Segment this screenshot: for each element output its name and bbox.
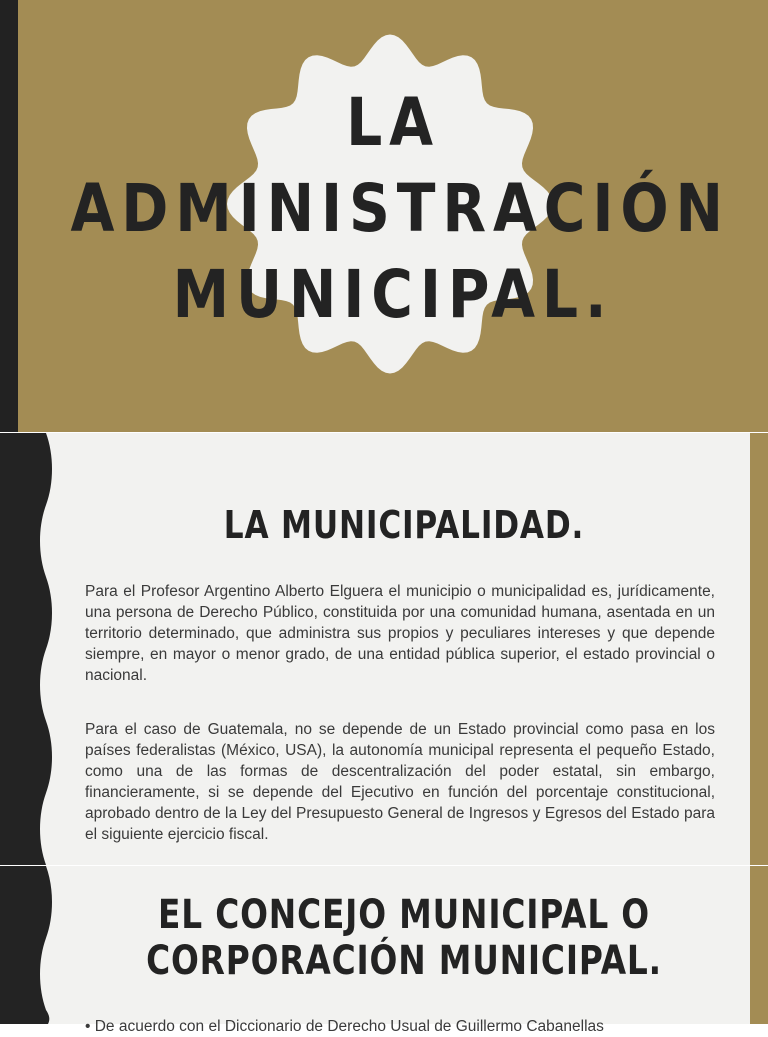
presentation-title (70, 80, 730, 338)
right-gold-bar (750, 866, 768, 1024)
title-line-1: LA (346, 84, 440, 161)
concejo-slide (0, 866, 768, 1035)
title-slide (0, 0, 768, 432)
slide-heading: LA MUNICIPALIDAD. (223, 503, 585, 547)
title-line-2: ADMINISTRACIÓN (70, 170, 730, 247)
paragraph-1: Para el Profesor Argentino Alberto Elguera el municipio o municipalidad es, jurídicamente, una persona de Derecho Público, constituida por una comunidad humana, asentada en un territorio determinado, que administra sus propios y peculiares intereses y que depende siempre, en mayor o menor grado, de una entidad pública superior, el estado provincial o nacional. (85, 583, 715, 684)
left-dark-bar (0, 0, 18, 432)
slide-heading (120, 892, 687, 984)
paragraph-2: Para el caso de Guatemala, no se depende de un Estado provincial como pasa en los países federalistas (México, USA), la autonomía municipal representa el pequeño Estado, como una de las formas de descentralización del poder estatal, sin embargo, financieramente, si se depende del Ejecutivo en función del porcentaje constitucional, aprobado dentro de la Ley del Presupuesto General de Ingresos y Egresos del Estado para el siguiente ejercicio fiscal. (85, 721, 715, 843)
heading-line-2: CORPORACIÓN MUNICIPAL. (146, 938, 662, 984)
right-gold-bar (750, 433, 768, 865)
municipalidad-slide (0, 433, 768, 865)
bullet-item: • De acuerdo con el Diccionario de Derecho Usual de Guillermo Cabanellas (85, 1018, 604, 1035)
heading-line-1: EL CONCEJO MUNICIPAL O (158, 892, 650, 938)
wavy-left-border (0, 433, 58, 865)
title-line-3: MUNICIPAL. (172, 256, 614, 333)
wavy-left-border (0, 866, 58, 1024)
